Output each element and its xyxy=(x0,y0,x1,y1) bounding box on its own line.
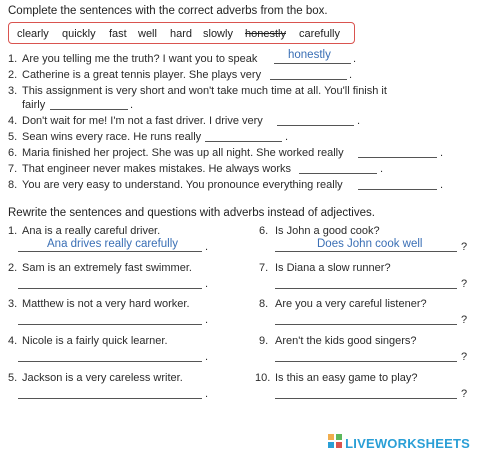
punctuation: . xyxy=(440,179,444,191)
answer-field[interactable]: Ana drives really carefully xyxy=(47,238,179,250)
answer-line[interactable] xyxy=(358,157,437,158)
answer-line[interactable] xyxy=(274,63,351,64)
exercise2-item: 6. Is John a good cook? xyxy=(259,225,380,237)
exercise1-item-continued: fairly xyxy=(22,99,46,111)
word-box-item: well xyxy=(138,28,157,40)
exercise1-item: 1. Are you telling me the truth? I want you to speak xyxy=(8,53,258,65)
answer-line[interactable] xyxy=(299,173,377,174)
punctuation: . xyxy=(380,163,384,175)
exercise1-item: 6. Maria finished her project. She was up all night. She worked really xyxy=(8,147,344,159)
word-box-item: carefully xyxy=(299,28,340,40)
liveworksheets-logo-icon xyxy=(328,434,342,452)
punctuation: ? xyxy=(461,278,468,290)
punctuation: . xyxy=(205,278,209,290)
answer-line[interactable] xyxy=(205,141,282,142)
punctuation: ? xyxy=(461,314,468,326)
word-box-item: fast xyxy=(109,28,127,40)
answer-line[interactable] xyxy=(275,324,457,325)
punctuation: . xyxy=(353,53,357,65)
word-box-item: hard xyxy=(170,28,193,40)
exercise2-item: 10. Is this an easy game to play? xyxy=(255,372,418,384)
punctuation: . xyxy=(285,131,289,143)
exercise2-item: 7. Is Diana a slow runner? xyxy=(259,262,391,274)
exercise1-item: 3. This assignment is very short and won't take much time at all. You'll finish it xyxy=(8,85,387,97)
exercise2-item: 3. Matthew is not a very hard worker. xyxy=(8,298,190,310)
punctuation: . xyxy=(440,147,444,159)
punctuation: ? xyxy=(461,388,468,400)
punctuation: . xyxy=(205,351,209,363)
exercise2-item: 2. Sam is an extremely fast swimmer. xyxy=(8,262,192,274)
answer-field[interactable]: Does John cook well xyxy=(317,238,423,250)
punctuation: . xyxy=(205,314,209,326)
word-box-item-struck: honestly xyxy=(245,28,286,40)
word-box-item: clearly xyxy=(17,28,49,40)
answer-line[interactable] xyxy=(18,251,202,252)
answer-line[interactable] xyxy=(275,288,457,289)
punctuation: . xyxy=(130,99,134,111)
answer-line[interactable] xyxy=(275,361,457,362)
answer-line[interactable] xyxy=(18,324,202,325)
punctuation: . xyxy=(349,69,353,81)
answer-line[interactable] xyxy=(18,288,202,289)
punctuation: . xyxy=(205,241,209,253)
answer-line[interactable] xyxy=(18,398,202,399)
exercise1-item: 2. Catherine is a great tennis player. She plays very xyxy=(8,69,262,81)
answer-line[interactable] xyxy=(275,398,457,399)
punctuation: ? xyxy=(461,351,468,363)
exercise2-item: 1. Ana is a really careful driver. xyxy=(8,225,161,237)
word-box xyxy=(8,22,355,44)
answer-line[interactable] xyxy=(277,125,354,126)
logo-text: LIVEWORKSHEETS xyxy=(345,435,470,451)
exercise1-item: 7. That engineer never makes mistakes. He always works xyxy=(8,163,291,175)
exercise2-instruction: Rewrite the sentences and questions with adverbs instead of adjectives. xyxy=(8,207,375,219)
answer-line[interactable] xyxy=(50,109,128,110)
answer-line[interactable] xyxy=(270,79,347,80)
exercise1-item: 4. Don't wait for me! I'm not a fast driver. I drive very xyxy=(8,115,263,127)
exercise2-item: 5. Jackson is a very careless writer. xyxy=(8,372,183,384)
exercise1-item: 8. You are very easy to understand. You pronounce everything really xyxy=(8,179,343,191)
exercise2-item: 4. Nicole is a fairly quick learner. xyxy=(8,335,168,347)
answer-line[interactable] xyxy=(358,189,437,190)
exercise2-item: 9. Aren't the kids good singers? xyxy=(259,335,417,347)
punctuation: ? xyxy=(461,241,468,253)
answer-line[interactable] xyxy=(275,251,457,252)
answer-field[interactable]: honestly xyxy=(288,49,331,61)
exercise2-item: 8. Are you a very careful listener? xyxy=(259,298,427,310)
exercise1-item: 5. Sean wins every race. He runs really xyxy=(8,131,202,143)
exercise1-instruction: Complete the sentences with the correct adverbs from the box. xyxy=(8,5,328,17)
answer-line[interactable] xyxy=(18,361,202,362)
word-box-item: quickly xyxy=(62,28,96,40)
punctuation: . xyxy=(205,388,209,400)
punctuation: . xyxy=(357,115,361,127)
word-box-item: slowly xyxy=(203,28,233,40)
liveworksheets-logo xyxy=(328,434,470,452)
